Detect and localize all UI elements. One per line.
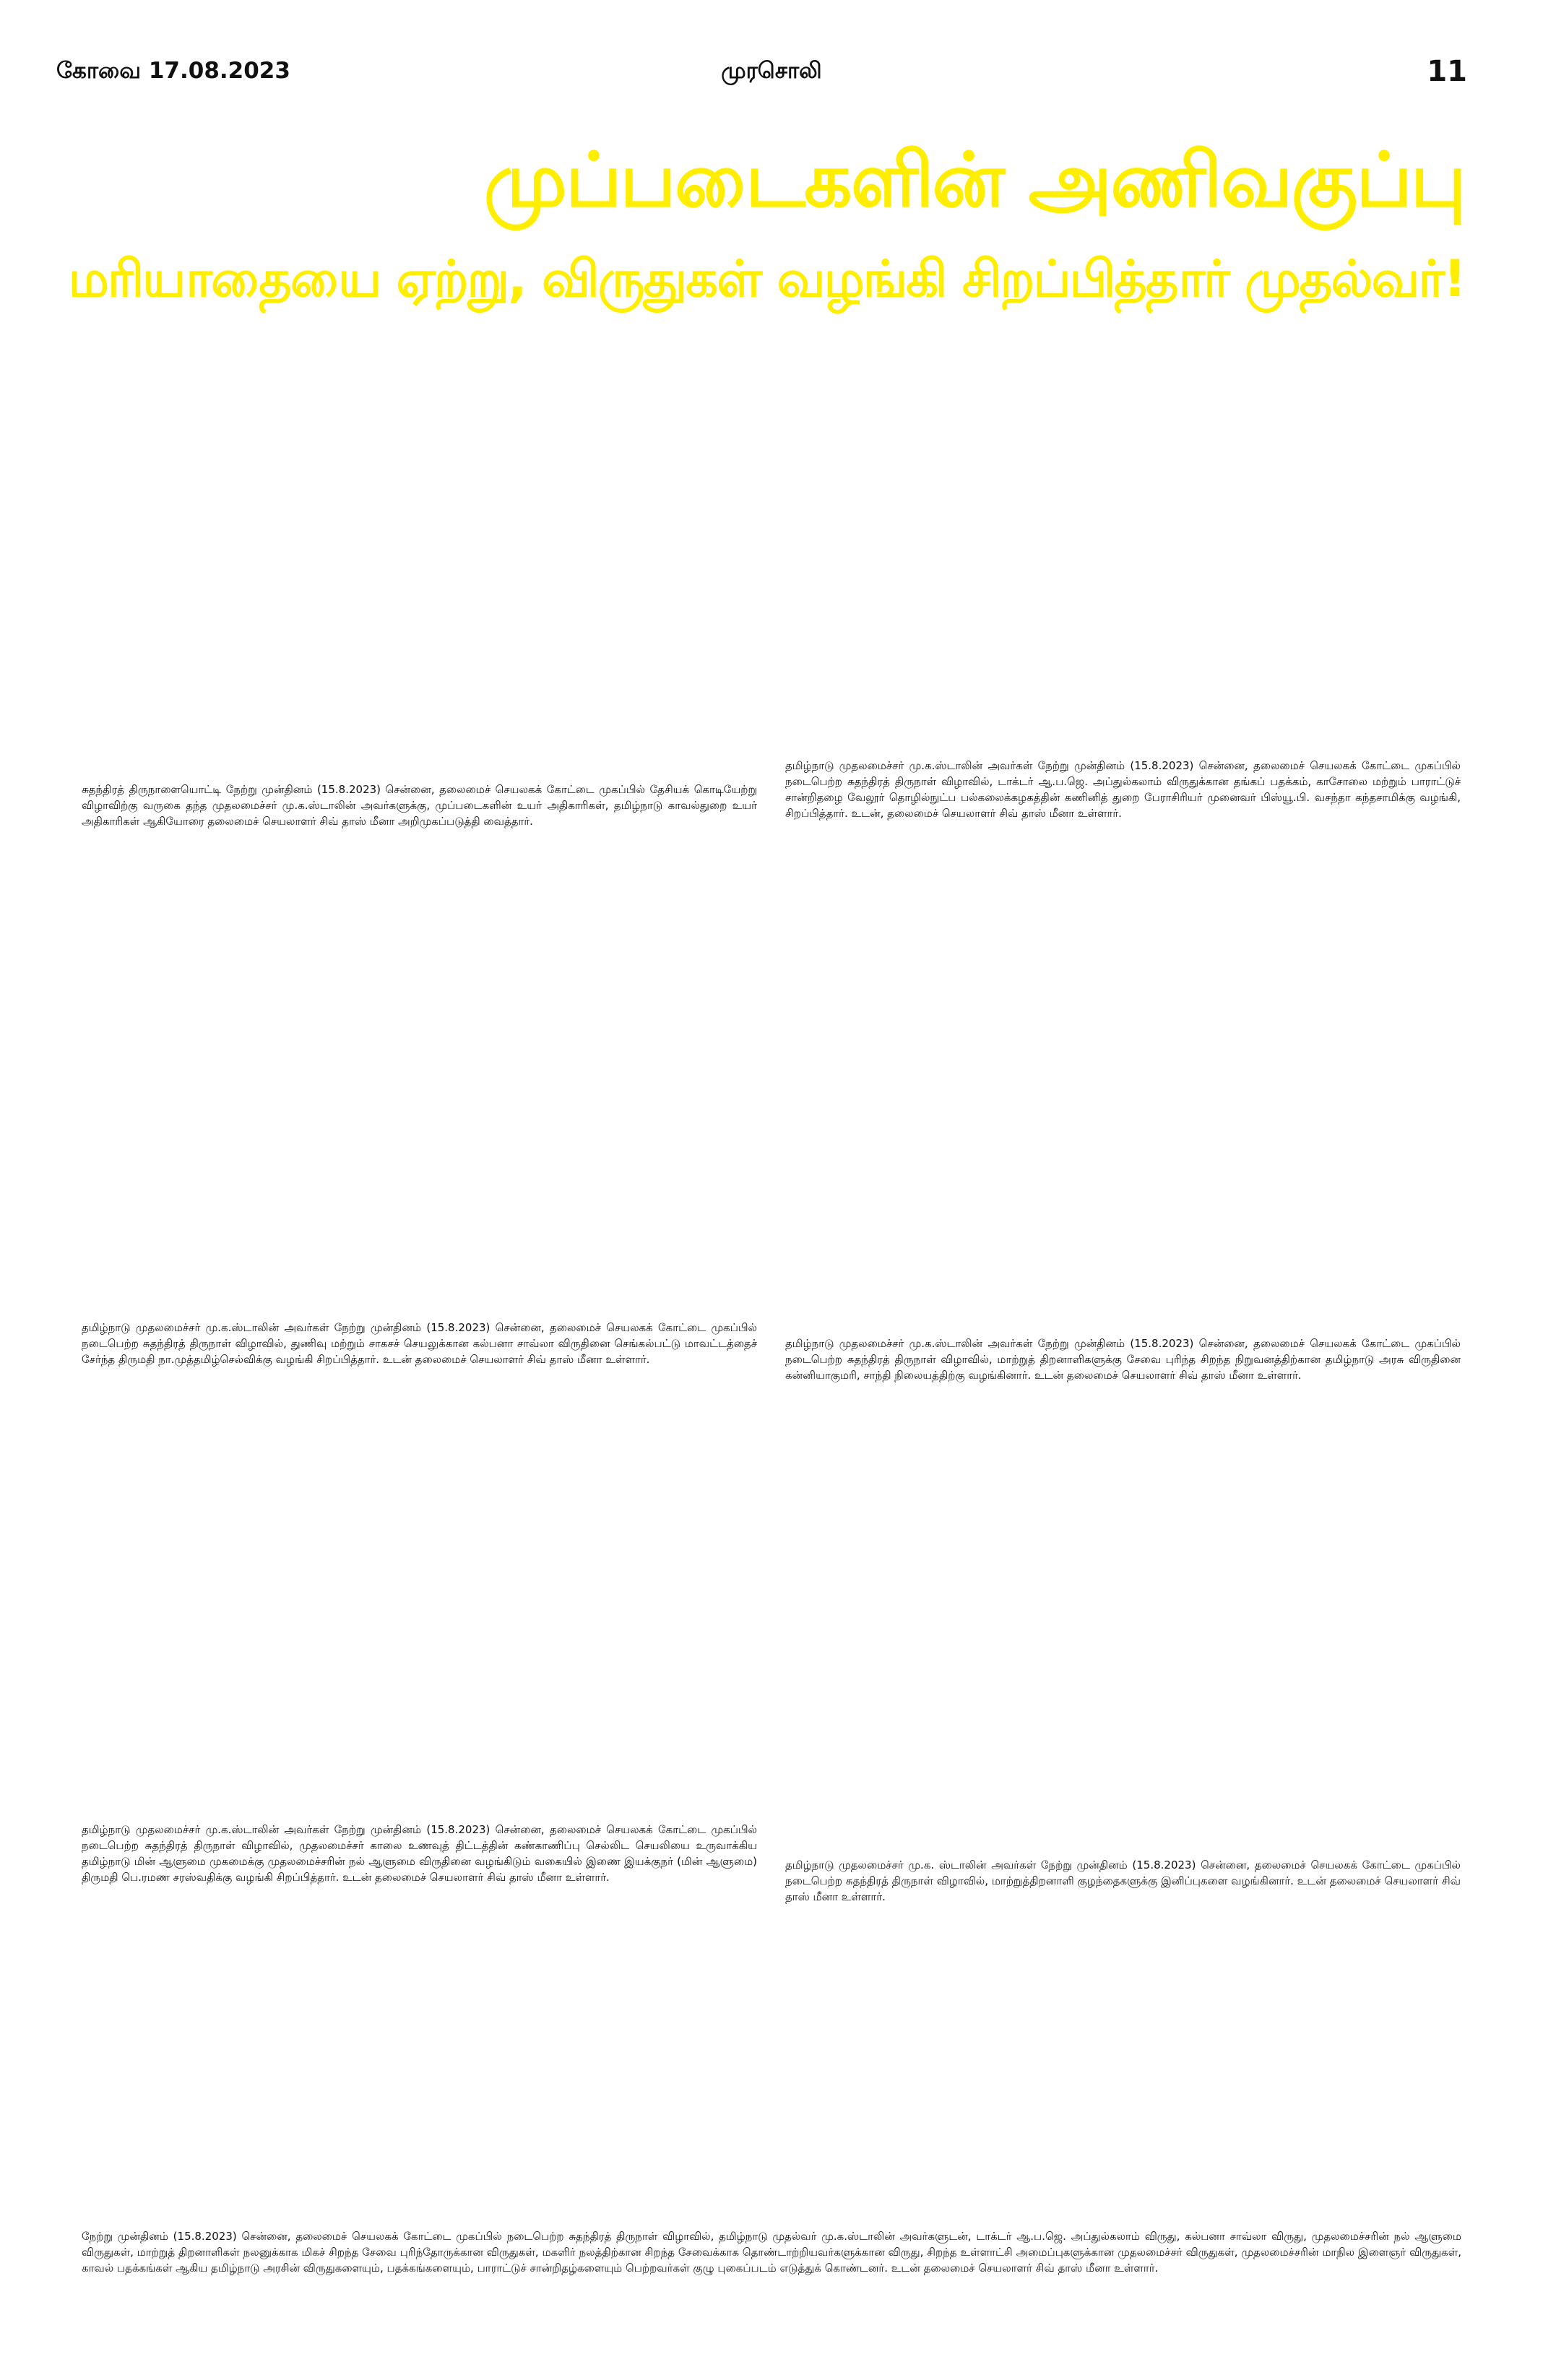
photo-caption-1: சுதந்திரத் திருநாளையொட்டி நேற்று முன்தினம் (15.8.2023) சென்னை, தலைமைச் செயலகக் கோட்டை முகப்பில் தேசியக் கொடியேற்று விழாவிற்கு வருகை தந்த முதலமைச்சர் மு.க.ஸ்டாலின் அவர்களுக்கு, முப்படைகளின் உயர் அதிகாரிகள், தமிழ்நாடு காவல்துறை உயர் அதிகாரிகள் ஆகியோரை தலைமைச் செயலாளர் சிவ் தாஸ் மீனா அறிமுகப்படுத்தி வைத்தார்.: [82, 783, 757, 828]
newspaper-name: முரசொலி: [721, 58, 822, 84]
photo-caption-3: தமிழ்நாடு முதலமைச்சர் மு.க.ஸ்டாலின் அவர்கள் நேற்று முன்தினம் (15.8.2023) சென்னை, தலைமைச் செயலகக் கோட்டை முகப்பில் நடைபெற்ற சுதந்திரத் திருநாள் விழாவில், துணிவு மற்றும் சாகசச் செயலுக்கான கல்பனா சாவ்லா விருதினை செங்கல்பட்டு மாவட்டத்தைச் சேர்ந்த திருமதி நா.முத்தமிழ்செல்விக்கு வழங்கி சிறப்பித்தார். உடன் தலைமைச் செயலாளர் சிவ் தாஸ் மீனா உள்ளார்.: [82, 1321, 757, 1366]
headline-line-1: முப்படைகளின் அணிவகுப்பு: [483, 136, 1465, 224]
photo-caption-group: நேற்று முன்தினம் (15.8.2023) சென்னை, தலைமைச் செயலகக் கோட்டை முகப்பில் நடைபெற்ற சுதந்திரத் திருநாள் விழாவில், தமிழ்நாடு முதல்வர் மு.க.ஸ்டாலின் அவர்களுடன், டாக்டர் ஆ.ப.ஜெ. அப்துல்கலாம் விருது, கல்பனா சாவ்லா விருது, முதலமைச்சரின் நல் ஆளுமை விருதுகள், மாற்றுத் திறனாளிகள் நலனுக்காக மிகச் சிறந்த சேவை புரிந்தோருக்கான விருதுகள், மகளிர் நலத்திற்கான சிறந்த சேவைக்காக தொண்டாற்றியவர்களுக்கான விருது, சிறந்த உள்ளாட்சி அமைப்புகளுக்கான முதலமைச்சர் விருதுகள், முதலமைச்சரின் மாநில இளைஞர் விருதுகள், காவல் பதக்கங்கள் ஆகிய தமிழ்நாடு அரசின் விருதுகளையும், பதக்கங்களையும், பாராட்டுச் சான்றிதழ்களையும் பெற்றவர்கள் குழு புகைப்படம் எடுத்துக் கொண்டனர். உடன் தலைமைச் செயலாளர் சிவ் தாஸ் மீனா உள்ளார்.: [82, 2230, 1461, 2275]
photo-caption-4: தமிழ்நாடு முதலமைச்சர் மு.க.ஸ்டாலின் அவர்கள் நேற்று முன்தினம் (15.8.2023) சென்னை, தலைமைச் செயலகக் கோட்டை முகப்பில் நடைபெற்ற சுதந்திரத் திருநாள் விழாவில், மாற்றுத் திறனாளிகளுக்கு சேவை புரிந்த சிறந்த நிறுவனத்திற்கான தமிழ்நாடு அரசு விருதினை கன்னியாகுமரி, சாந்தி நிலையத்திற்கு வழங்கினார். உடன் தலைமைச் செயலாளர் சிவ் தாஸ் மீனா உள்ளார்.: [785, 1337, 1461, 1382]
photo-caption-6: தமிழ்நாடு முதலமைச்சர் மு.க. ஸ்டாலின் அவர்கள் நேற்று முன்தினம் (15.8.2023) சென்னை, தலைமைச் செயலகக் கோட்டை முகப்பில் நடைபெற்ற சுதந்திரத் திருநாள் விழாவில், மாற்றுத்திறனாளி குழந்தைகளுக்கு இனிப்புகளை வழங்கினார். உடன் தலைமைச் செயலாளர் சிவ் தாஸ் மீனா உள்ளார்.: [785, 1858, 1461, 1903]
photo-caption-5: தமிழ்நாடு முதலமைச்சர் மு.க.ஸ்டாலின் அவர்கள் நேற்று முன்தினம் (15.8.2023) சென்னை, தலைமைச் செயலகக் கோட்டை முகப்பில் நடைபெற்ற சுதந்திரத் திருநாள் விழாவில், முதலமைச்சர் காலை உணவுத் திட்டத்தின் கண்காணிப்பு செல்லிட செயலியை உருவாக்கிய தமிழ்நாடு மின் ஆளுமை முகமைக்கு முதலமைச்சரின் நல் ஆளுமை விருதினை வழங்கிடும் வகையில் இணை இயக்குநர் (மின் ஆளுமை) திருமதி பெ.ரமண சரஸ்வதிக்கு வழங்கி சிறப்பித்தார். உடன் தலைமைச் செயலாளர் சிவ் தாஸ் மீனா உள்ளார்.: [82, 1823, 757, 1884]
headline-line-2: மரியாதையை ஏற்று, விருதுகள் வழங்கி சிறப்பித்தார் முதல்வர்!: [68, 249, 1465, 308]
photo-caption-2: தமிழ்நாடு முதலமைச்சர் மு.க.ஸ்டாலின் அவர்கள் நேற்று முன்தினம் (15.8.2023) சென்னை, தலைமைச் செயலகக் கோட்டை முகப்பில் நடைபெற்ற சுதந்திரத் திருநாள் விழாவில், டாக்டர் ஆ.ப.ஜெ. அப்துல்கலாம் விருதுக்கான தங்கப் பதக்கம், காசோலை மற்றும் பாராட்டுச் சான்றிதழை வேலூர் தொழில்நுட்ப பல்கலைக்கழகத்தின் கணினித் துறை பேராசிரியர் முனைவர் பிஸ்யூ.பி. வசந்தா கந்தசாமிக்கு வழங்கி, சிறப்பித்தார். உடன், தலைமைச் செயலாளர் சிவ் தாஸ் மீனா உள்ளார்.: [785, 759, 1461, 820]
page-number: 11: [1427, 55, 1467, 88]
edition-date: கோவை 17.08.2023: [56, 58, 290, 84]
page-header: [0, 55, 1543, 101]
